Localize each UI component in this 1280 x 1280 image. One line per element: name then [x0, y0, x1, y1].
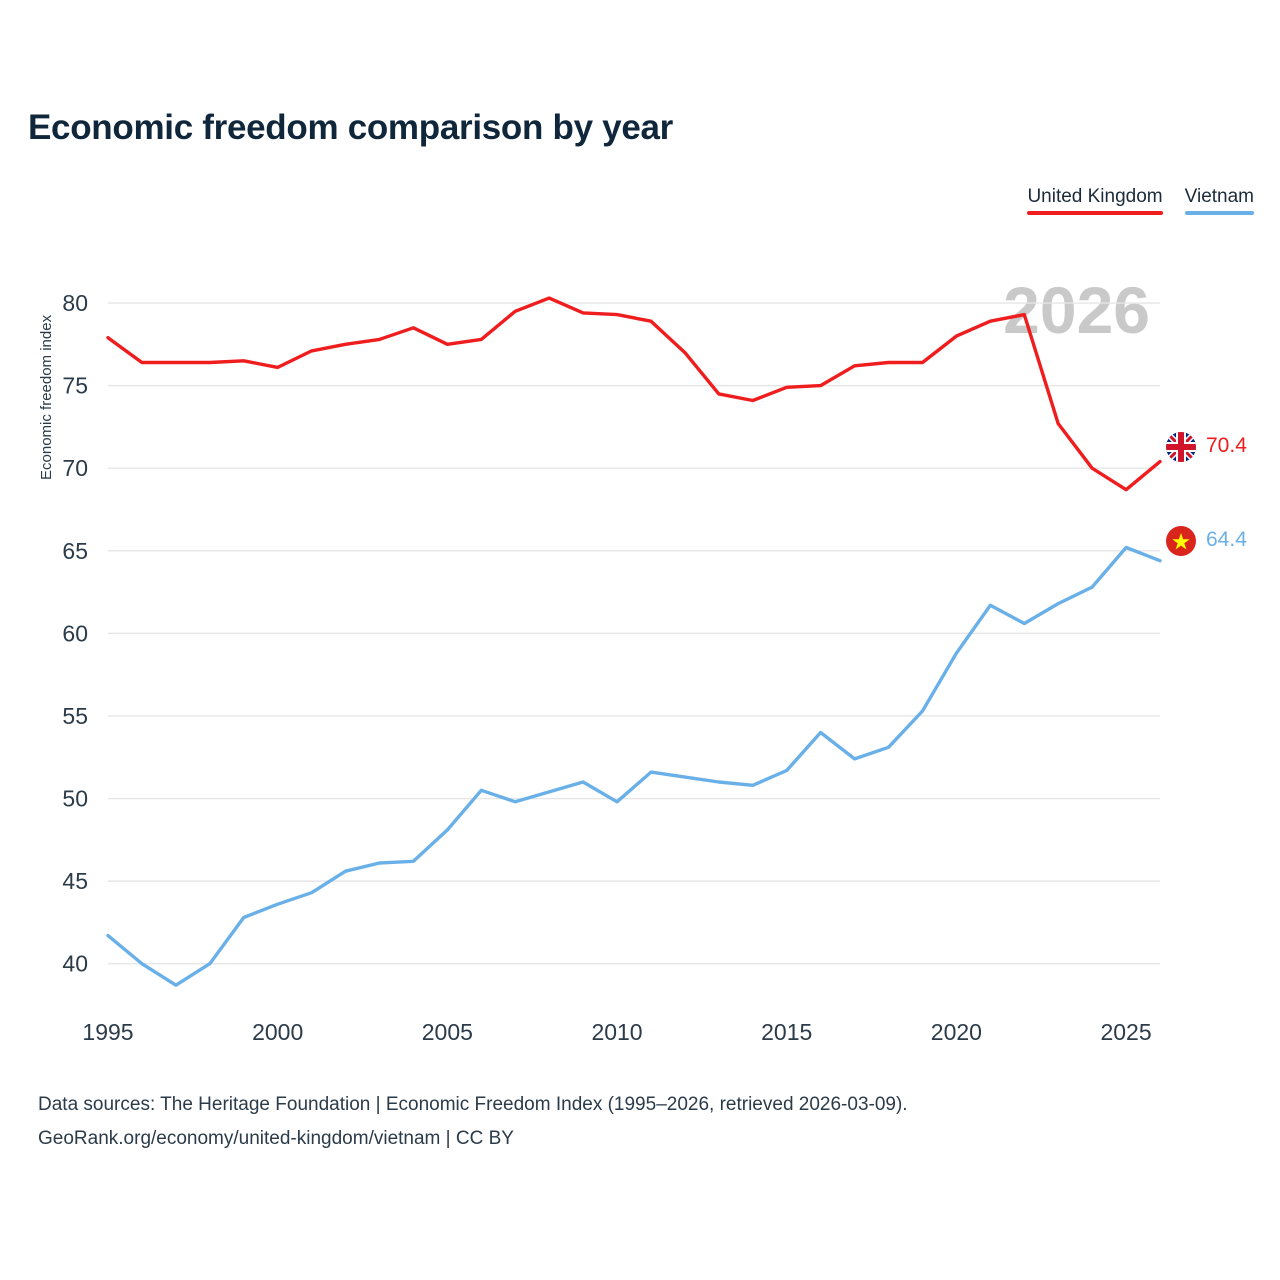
series-line-united-kingdom [108, 298, 1160, 490]
x-tick-label: 2005 [421, 1019, 473, 1045]
y-tick-label: 65 [62, 537, 88, 564]
x-tick-label: 2010 [591, 1019, 643, 1045]
y-tick-label: 40 [62, 950, 88, 977]
x-tick-label: 2000 [252, 1019, 304, 1045]
endpoint-value-vietnam: 64.4 [1206, 528, 1247, 551]
y-tick-label: 55 [62, 702, 88, 729]
series-lines [108, 298, 1160, 985]
x-tick-label: 2025 [1100, 1019, 1152, 1045]
y-tick-label: 60 [62, 620, 88, 647]
y-tick-labels [62, 290, 88, 977]
footer-line-1: Data sources: The Heritage Foundation | Economic Freedom Index (1995–2026, retrieved 2026-03-09). [38, 1094, 908, 1115]
series-line-vietnam [108, 548, 1160, 986]
y-tick-label: 70 [62, 455, 88, 482]
x-tick-label: 2015 [761, 1019, 813, 1045]
year-watermark: 2026 [1003, 273, 1150, 347]
y-tick-label: 45 [62, 868, 88, 895]
footer-line-2: GeoRank.org/economy/united-kingdom/vietnam | CC BY [38, 1128, 514, 1150]
vietnam-flag-icon [1166, 526, 1196, 556]
gridlines [108, 303, 1160, 964]
y-tick-label: 50 [62, 785, 88, 812]
page-title: Economic freedom comparison by year [28, 108, 673, 147]
legend-label-vietnam: Vietnam [1184, 186, 1254, 207]
x-tick-label: 1995 [82, 1019, 134, 1045]
x-tick-labels [82, 1019, 1151, 1045]
y-tick-label: 75 [62, 372, 88, 399]
uk-flag-icon [1166, 432, 1196, 462]
footer-sources [38, 1088, 908, 1156]
x-tick-label: 2020 [930, 1019, 982, 1045]
endpoint-value-united-kingdom: 70.4 [1206, 434, 1247, 457]
legend-label-united-kingdom: United Kingdom [1027, 186, 1163, 207]
y-tick-label: 80 [62, 290, 88, 317]
y-axis-title: Economic freedom index [38, 314, 55, 480]
